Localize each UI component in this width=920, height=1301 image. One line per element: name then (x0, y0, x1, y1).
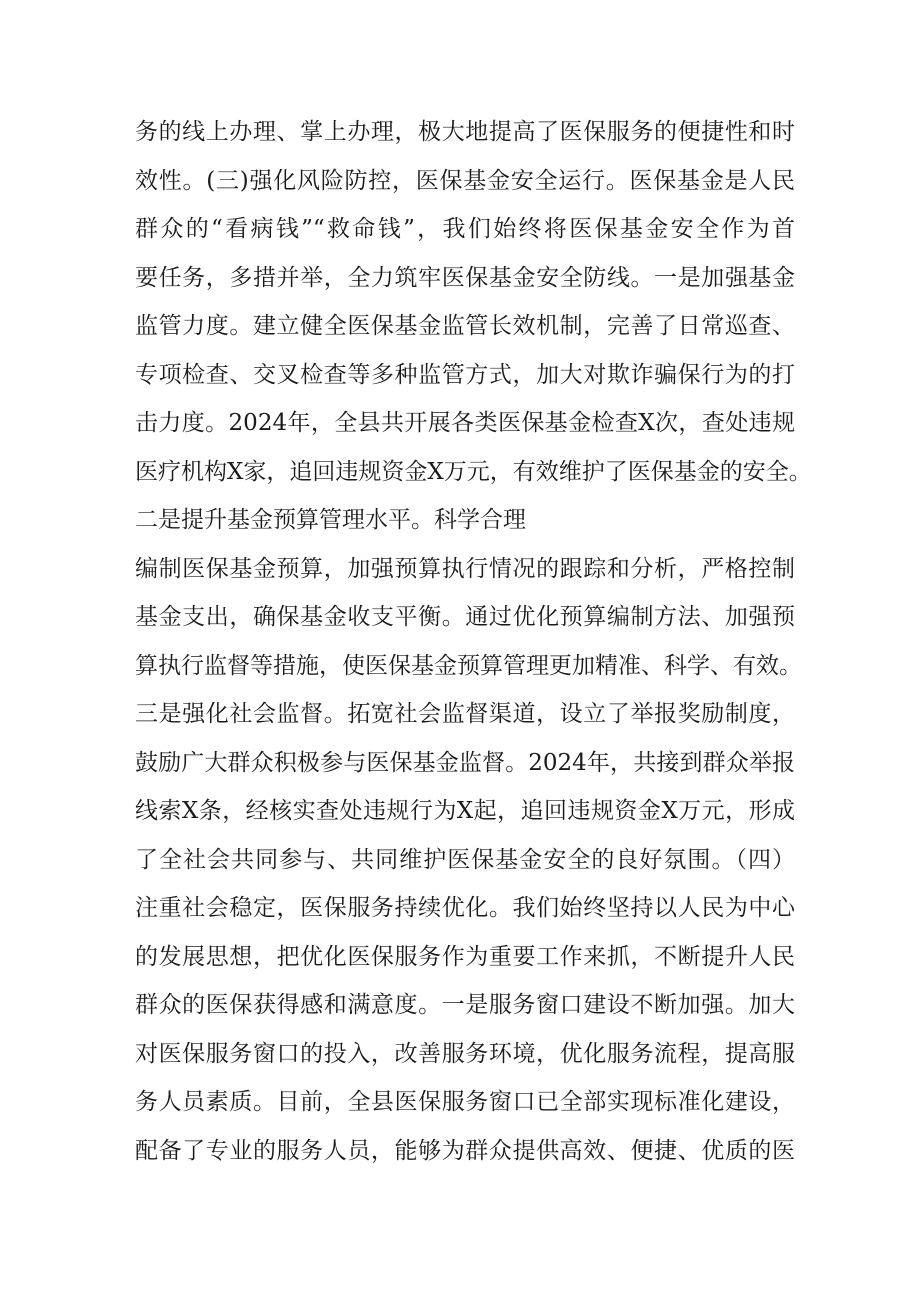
text-line: 基金支出，确保基金收支平衡。通过优化预算编制方法、加强预 (135, 604, 795, 630)
text-line: 要任务，多措并举，全力筑牢医保基金安全防线。一是加强基金 (135, 264, 795, 291)
text-line: 务的线上办理、掌上办理，极大地提高了医保服务的便捷性和时 (135, 119, 795, 145)
body-text (135, 108, 812, 1175)
text-line: 医疗机构X家，追回违规资金X万元，有效维护了医保基金的安全。 (135, 458, 812, 485)
text-line: 算执行监督等措施，使医保基金预算管理更加精准、科学、有效。 (135, 652, 802, 679)
text-line: 鼓励广大群众积极参与医保基金监督。2024年，共接到群众举报 (135, 749, 795, 776)
text-line: 对医保服务窗口的投入，改善服务环境，优化服务流程，提高服 (135, 1040, 795, 1067)
text-line: 三是强化社会监督。拓宽社会监督渠道，设立了举报奖励制度， (135, 701, 795, 727)
text-line: 二是提升基金预算管理水平。科学合理 (135, 507, 526, 533)
text-line: 线索X条，经核实查处违规行为X起，追回违规资金X万元，形成 (135, 798, 795, 824)
text-line: 了全社会共同参与、共同维护医保基金安全的良好氛围。（四） (135, 846, 795, 873)
text-line: 击力度。2024年，全县共开展各类医保基金检查X次，查处违规 (135, 410, 795, 436)
text-line: 配备了专业的服务人员，能够为群众提供高效、便捷、优质的医 (135, 1137, 795, 1164)
text-line: 监管力度。建立健全医保基金监管长效机制，完善了日常巡查、 (135, 313, 795, 339)
text-line: 群众的医保获得感和满意度。一是服务窗口建设不断加强。加大 (135, 992, 795, 1018)
text-line: 务人员素质。目前，全县医保服务窗口已全部实现标准化建设， (135, 1089, 795, 1115)
text-line: 注重社会稳定，医保服务持续优化。我们始终坚持以人民为中心 (135, 895, 795, 921)
text-line: 专项检查、交叉检查等多种监管方式，加大对欺诈骗保行为的打 (135, 361, 795, 388)
text-line: 的发展思想，把优化医保服务作为重要工作来抓，不断提升人民 (135, 943, 795, 970)
text-line: 效性。(三)强化风险防控，医保基金安全运行。医保基金是人民 (135, 167, 795, 194)
text-line: 编制医保基金预算，加强预算执行情况的跟踪和分析，严格控制 (135, 555, 795, 582)
text-line: 群众的“看病钱”“救命钱”，我们始终将医保基金安全作为首 (135, 216, 795, 242)
